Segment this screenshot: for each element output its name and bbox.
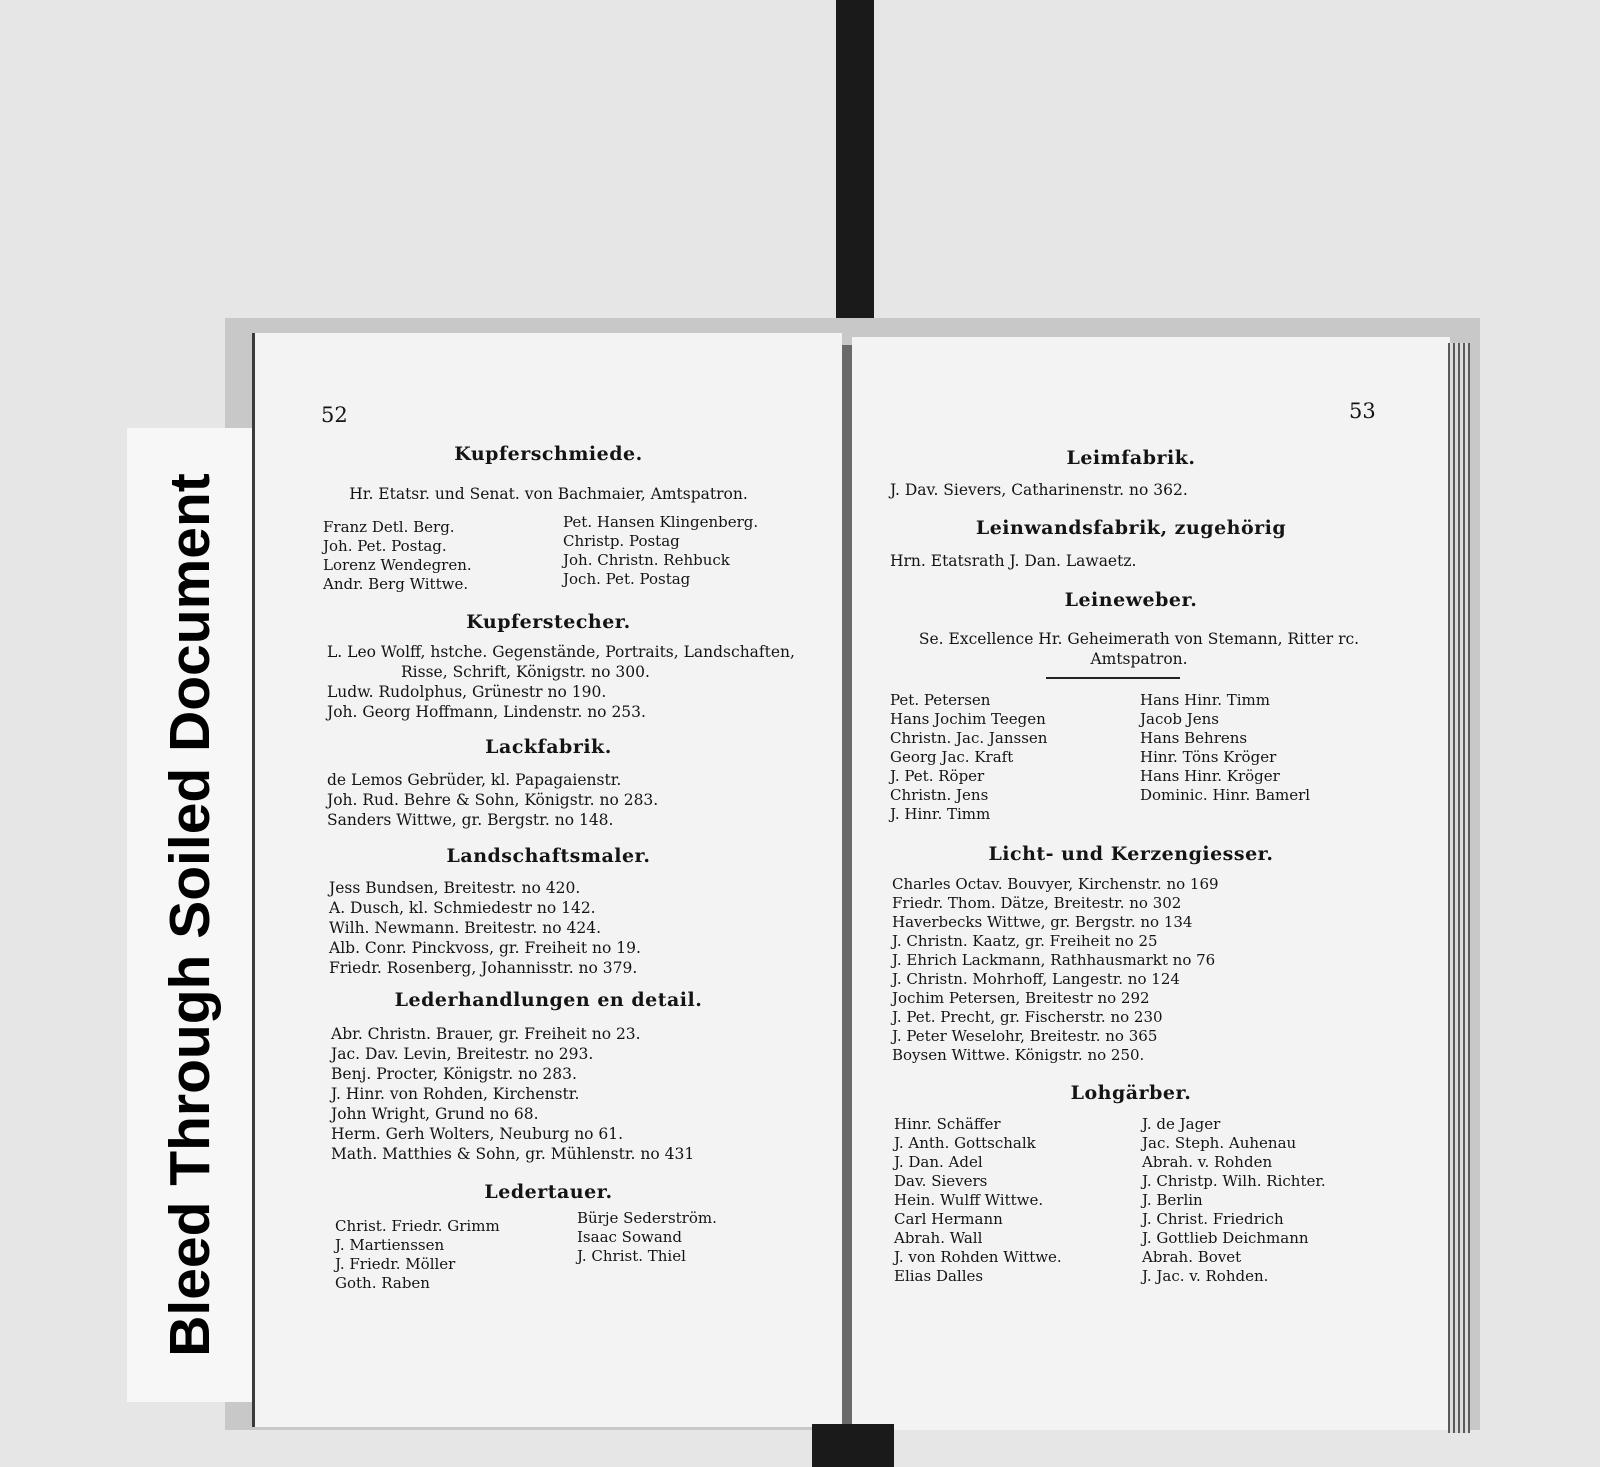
entry-line: J. Hinr. von Rohden, Kirchenstr. <box>331 1085 580 1103</box>
entry-line: de Lemos Gebrüder, kl. Papagaienstr. <box>327 771 622 789</box>
list-item: J. Pet. Precht, gr. Fischerstr. no 230 <box>892 1008 1163 1026</box>
list-item: Abrah. Bovet <box>1142 1248 1242 1266</box>
list-item: Boysen Wittwe. Königstr. no 250. <box>892 1046 1145 1064</box>
entry-line: Joh. Rud. Behre & Sohn, Königstr. no 283. <box>327 791 659 809</box>
list-item: J. Peter Weselohr, Breitestr. no 365 <box>892 1027 1158 1045</box>
entry-line: Friedr. Rosenberg, Johannisstr. no 379. <box>329 959 638 977</box>
book-gutter <box>842 345 852 1425</box>
list-item: J. Martienssen <box>335 1236 445 1254</box>
name-column-1 <box>323 518 472 594</box>
entry-line: Sanders Wittwe, gr. Bergstr. no 148. <box>327 811 614 829</box>
list-item: Pet. Petersen <box>890 691 991 709</box>
list-item: J. Christp. Wilh. Richter. <box>1142 1172 1326 1190</box>
list-item: Joh. Pet. Postag. <box>323 537 447 555</box>
list-item: Abrah. v. Rohden <box>1142 1153 1273 1171</box>
bookmark-ribbon-bottom <box>812 1424 894 1467</box>
entry-line: John Wright, Grund no 68. <box>331 1105 539 1123</box>
bookmark-ribbon-top <box>836 0 874 345</box>
section-heading-lackfabrik: Lackfabrik. <box>485 736 612 758</box>
list-item: J. Ehrich Lackmann, Rathhausmarkt no 76 <box>892 951 1216 969</box>
list-item: Hans Behrens <box>1140 729 1248 747</box>
section-heading-leinwandsfabrik: Leinwandsfabrik, zugehörig <box>975 517 1287 539</box>
list-item: Lorenz Wendegren. <box>323 556 472 574</box>
right-page <box>852 337 1450 1430</box>
section-heading-landschaftsmaler: Landschaftsmaler. <box>446 845 651 867</box>
entry-line: Ludw. Rudolphus, Grünestr no 190. <box>327 683 607 701</box>
page-number: 53 <box>1349 399 1376 423</box>
list-item: J. Christn. Kaatz, gr. Freiheit no 25 <box>892 932 1158 950</box>
section-heading-leimfabrik: Leimfabrik. <box>1066 447 1196 469</box>
list-item: Charles Octav. Bouvyer, Kirchenstr. no 169 <box>892 875 1219 893</box>
list-item: Haverbecks Wittwe, gr. Bergstr. no 134 <box>892 913 1193 931</box>
list-item: Hans Hinr. Timm <box>1140 691 1270 709</box>
list-item: Christ. Friedr. Grimm <box>335 1217 500 1235</box>
list-item: J. de Jager <box>1142 1115 1221 1133</box>
section-heading-leineweber: Leineweber. <box>1064 589 1198 611</box>
list-item: J. Pet. Röper <box>890 767 985 785</box>
section-heading-lichtgiesser: Licht- und Kerzengiesser. <box>988 843 1274 865</box>
entry-line: Abr. Christn. Brauer, gr. Freiheit no 23. <box>331 1025 641 1043</box>
entry-line: J. Dav. Sievers, Catharinenstr. no 362. <box>890 481 1188 499</box>
entry-line: Hrn. Etatsrath J. Dan. Lawaetz. <box>890 552 1137 570</box>
list-item: Goth. Raben <box>335 1274 430 1292</box>
entry-line: L. Leo Wolff, hstche. Gegenstände, Portraits, Landschaften, <box>327 643 795 661</box>
name-column-1 <box>890 691 1047 824</box>
list-item: Elias Dalles <box>894 1267 984 1285</box>
list-item: J. Gottlieb Deichmann <box>1142 1229 1309 1247</box>
name-column-2 <box>563 513 758 589</box>
list-item: Christn. Jac. Janssen <box>890 729 1048 747</box>
entry-line: A. Dusch, kl. Schmiedestr no 142. <box>329 899 596 917</box>
entry-line: Herm. Gerh Wolters, Neuburg no 61. <box>331 1125 624 1143</box>
list-item: Christn. Jens <box>890 786 989 804</box>
name-column-2 <box>577 1209 717 1266</box>
list-item: Carl Hermann <box>894 1210 1003 1228</box>
entry-line: Risse, Schrift, Königstr. no 300. <box>401 663 650 681</box>
entry-line: Jess Bundsen, Breitestr. no 420. <box>329 879 581 897</box>
list-item: J. Hinr. Timm <box>890 805 991 823</box>
page-edges <box>1448 343 1470 1433</box>
list-item: Hans Hinr. Kröger <box>1140 767 1280 785</box>
list-item: Dav. Sievers <box>894 1172 988 1190</box>
section-heading-lederhandlungen: Lederhandlungen en detail. <box>394 989 703 1011</box>
list-item: J. Christ. Friedrich <box>1142 1210 1284 1228</box>
left-page <box>252 333 842 1427</box>
list-item: Hinr. Töns Kröger <box>1140 748 1277 766</box>
section-heading-kupferstecher: Kupferstecher. <box>466 611 631 633</box>
list-item: Joh. Christn. Rehbuck <box>563 551 730 569</box>
name-column-2 <box>1142 1115 1326 1286</box>
patron-line: Hr. Etatsr. und Senat. von Bachmaier, Amtspatron. <box>349 485 748 503</box>
list-item: Bürje Sederström. <box>577 1209 717 1227</box>
list-item: Christp. Postag <box>563 532 680 550</box>
name-column-1 <box>894 1115 1062 1286</box>
list-item: Franz Detl. Berg. <box>323 518 455 536</box>
list-item: Hans Jochim Teegen <box>890 710 1046 728</box>
list-item: J. Dan. Adel <box>894 1153 983 1171</box>
entry-line: Math. Matthies & Sohn, gr. Mühlenstr. no 431 <box>331 1145 695 1163</box>
list-item: J. Jac. v. Rohden. <box>1142 1267 1269 1285</box>
list-item: J. Berlin <box>1142 1191 1203 1209</box>
section-heading-ledertauer: Ledertauer. <box>484 1181 613 1203</box>
list-item: Andr. Berg Wittwe. <box>323 575 469 593</box>
list-item: Hinr. Schäffer <box>894 1115 1001 1133</box>
section-heading-lohgaerber: Lohgärber. <box>1070 1082 1192 1104</box>
list-item: J. Christn. Mohrhoff, Langestr. no 124 <box>892 970 1180 988</box>
divider <box>1046 677 1180 679</box>
name-column-1 <box>335 1217 500 1293</box>
entry-line: Jac. Dav. Levin, Breitestr. no 293. <box>331 1045 594 1063</box>
list-item: Abrah. Wall <box>894 1229 983 1247</box>
list-item: Hein. Wulff Wittwe. <box>894 1191 1044 1209</box>
entry-list <box>892 875 1219 1065</box>
list-item: Friedr. Thom. Dätze, Breitestr. no 302 <box>892 894 1182 912</box>
name-column-2 <box>1140 691 1310 805</box>
patron-line: Se. Excellence Hr. Geheimerath von Stemann, Ritter rc. <box>918 630 1360 648</box>
entry-line: Joh. Georg Hoffmann, Lindenstr. no 253. <box>327 703 646 721</box>
patron-line: Amtspatron. <box>1090 650 1188 668</box>
list-item: Pet. Hansen Klingenberg. <box>563 513 759 531</box>
list-item: Jochim Petersen, Breitestr no 292 <box>892 989 1150 1007</box>
entry-line: Wilh. Newmann. Breitestr. no 424. <box>329 919 601 937</box>
list-item: Jacob Jens <box>1140 710 1220 728</box>
section-heading-kupferschmiede: Kupferschmiede. <box>454 443 643 465</box>
list-item: Dominic. Hinr. Bamerl <box>1140 786 1311 804</box>
entry-line: Benj. Procter, Königstr. no 283. <box>331 1065 577 1083</box>
list-item: Georg Jac. Kraft <box>890 748 1014 766</box>
list-item: J. Friedr. Möller <box>335 1255 456 1273</box>
list-item: Isaac Sowand <box>577 1228 683 1246</box>
entry-line: Alb. Conr. Pinckvoss, gr. Freiheit no 19. <box>329 939 641 957</box>
list-item: J. von Rohden Wittwe. <box>894 1248 1062 1266</box>
list-item: J. Christ. Thiel <box>577 1247 686 1265</box>
list-item: Joch. Pet. Postag <box>563 570 691 588</box>
page-number: 52 <box>321 403 348 427</box>
list-item: Jac. Steph. Auhenau <box>1142 1134 1297 1152</box>
document-label: Bleed Through Soiled Document <box>158 473 222 1357</box>
list-item: J. Anth. Gottschalk <box>894 1134 1036 1152</box>
